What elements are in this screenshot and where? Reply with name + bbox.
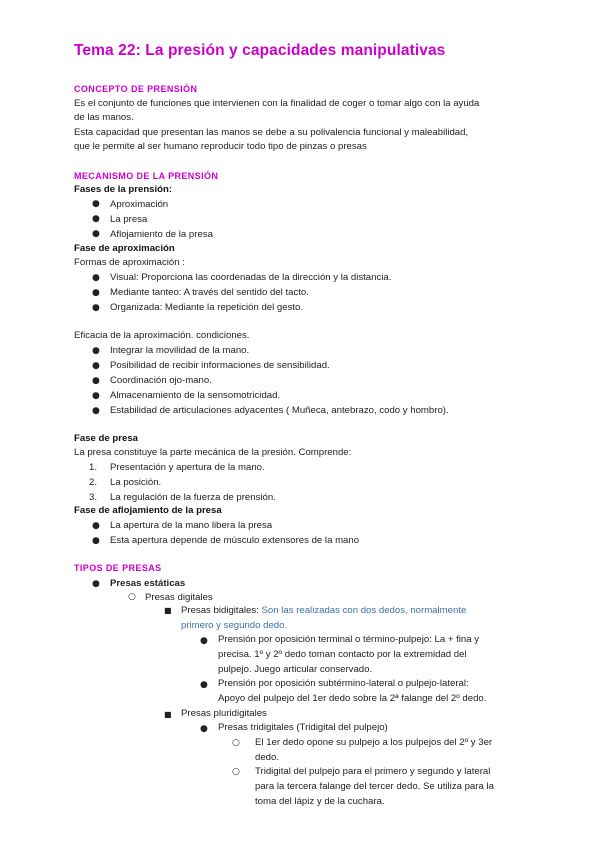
list-item: Visual: Proporciona las coordenadas de la dirección y la distancia. [110, 272, 392, 283]
tridigital-a-line: dedo. [255, 752, 280, 763]
list-item: Aproximación [110, 199, 169, 210]
digitales-label: Presas digitales [145, 592, 213, 603]
tridigital-b-line: para la tercera falange del tercer dedo. Se utiliza para la [255, 781, 494, 792]
bullet-icon: ● [92, 406, 100, 416]
tridigitales-label: Presas tridigitales (Tridigital del pulpejo) [218, 722, 388, 733]
list-item: Organizada: Mediante la repetición del gesto. [110, 302, 304, 313]
subtermino-line: Apoyo del pulpejo del 1er dedo sobre la 2ª falange del 2º dedo. [218, 693, 487, 704]
circle-bullet-icon: ○ [232, 738, 240, 748]
bidigitales-desc: Son las realizadas con dos dedos, normalmente [261, 605, 467, 616]
tridigital-b-line: Tridigital del pulpejo para el primero y segundo y lateral [255, 766, 491, 777]
list-item: Estabilidad de articulaciones adyacentes ( Muñeca, antebrazo, codo y hombro). [110, 405, 449, 416]
bullet-icon: ● [92, 288, 100, 298]
bullet-icon: ● [92, 214, 100, 224]
bullet-icon: ● [92, 536, 100, 546]
bidigitales-label: Presas bidigitales: [181, 605, 259, 616]
bullet-icon: ● [92, 229, 100, 239]
aproximacion-title: Fase de aproximación [74, 243, 175, 254]
list-item: La regulación de la fuerza de prensión. [110, 492, 276, 503]
bullet-icon: ● [200, 724, 208, 734]
bullet-icon: ● [92, 376, 100, 386]
bullet-icon: ● [92, 273, 100, 283]
list-item: Mediante tanteo: A través del sentido del tacto. [110, 287, 309, 298]
section-heading-mecanismo: MECANISMO DE LA PRENSIÓN [74, 171, 219, 181]
bullet-icon: ● [200, 636, 208, 646]
section-heading-concepto: CONCEPTO DE PRENSIÓN [74, 84, 198, 94]
bullet-icon: ● [92, 391, 100, 401]
bullet-icon: ● [92, 346, 100, 356]
bidigitales-line [181, 604, 466, 619]
aflojamiento-title: Fase de aflojamiento de la presa [74, 505, 222, 516]
estaticas-label: Presas estáticas [110, 578, 186, 589]
tridigital-a-line: El 1er dedo opone su pulpejo a los pulpejos del 2º y 3er [255, 737, 493, 748]
circle-bullet-icon: ○ [232, 767, 240, 777]
square-bullet-icon: ■ [164, 606, 172, 615]
concepto-line: Es el conjunto de funciones que intervienen con la finalidad de coger o tomar algo con la ayuda [74, 98, 480, 109]
concepto-line: de las manos. [74, 112, 134, 124]
list-item: La presa [110, 214, 148, 225]
bullet-icon: ● [92, 521, 100, 531]
bullet-icon: ● [92, 361, 100, 371]
square-bullet-icon: ■ [164, 710, 172, 719]
fases-title: Fases de la prensión: [74, 184, 173, 195]
bidigitales-desc-cont: primero y segundo dedo. [181, 620, 288, 631]
pluridigitales-label: Presas pluridigitales [181, 708, 267, 719]
subtermino-line: Prensión por oposición subtérmino-lateral o pulpejo-lateral: [218, 678, 469, 689]
list-item: Integrar la movilidad de la mano. [110, 345, 250, 356]
page-title: Tema 22: La presión y capacidades manipulativas [74, 42, 446, 59]
bullet-icon: ● [92, 199, 100, 209]
list-item: Almacenamiento de la sensomotricidad. [110, 390, 281, 401]
list-number: 2. [89, 477, 98, 488]
list-item: Coordinación ojo-mano. [110, 375, 212, 386]
list-item: La posición. [110, 477, 162, 488]
terminal-line: precisa. 1º y 2º dedo toman contacto por la extremidad del [218, 649, 467, 660]
bullet-icon: ● [200, 680, 208, 690]
circle-bullet-icon: ○ [128, 592, 136, 602]
presa-intro: La presa constituye la parte mecánica de la presión. Comprende: [74, 447, 352, 458]
concepto-line: que le permite al ser humano reproducir todo tipo de pinzas o presas [74, 141, 367, 153]
formas-intro: Formas de aproximación : [74, 257, 185, 268]
concepto-paragraph [74, 97, 534, 155]
terminal-line: pulpejo. Juego articular conservado. [218, 664, 373, 675]
terminal-line: Prensión por oposición terminal o término-pulpejo: La + fina y [218, 634, 480, 645]
list-item: La apertura de la mano libera la presa [110, 520, 273, 531]
section-heading-tipos: TIPOS DE PRESAS [74, 563, 162, 573]
list-number: 1. [89, 462, 98, 473]
eficacia-intro: Eficacia de la aproximación. condiciones. [74, 330, 250, 341]
list-item: Esta apertura depende de músculo extensores de la mano [110, 535, 360, 546]
list-item: Aflojamiento de la presa [110, 229, 213, 240]
list-item: Presentación y apertura de la mano. [110, 462, 265, 473]
bullet-icon: ● [92, 579, 100, 589]
list-item: Posibilidad de recibir informaciones de sensibilidad. [110, 360, 330, 371]
presa-title: Fase de presa [74, 433, 138, 444]
list-number: 3. [89, 492, 98, 503]
tridigital-b-line: toma del lápiz y de la cuchara. [255, 796, 385, 807]
concepto-line: Esta capacidad que presentan las manos se debe a su polivalencia funcional y maleabilidad, [74, 126, 469, 138]
bullet-icon: ● [92, 303, 100, 313]
